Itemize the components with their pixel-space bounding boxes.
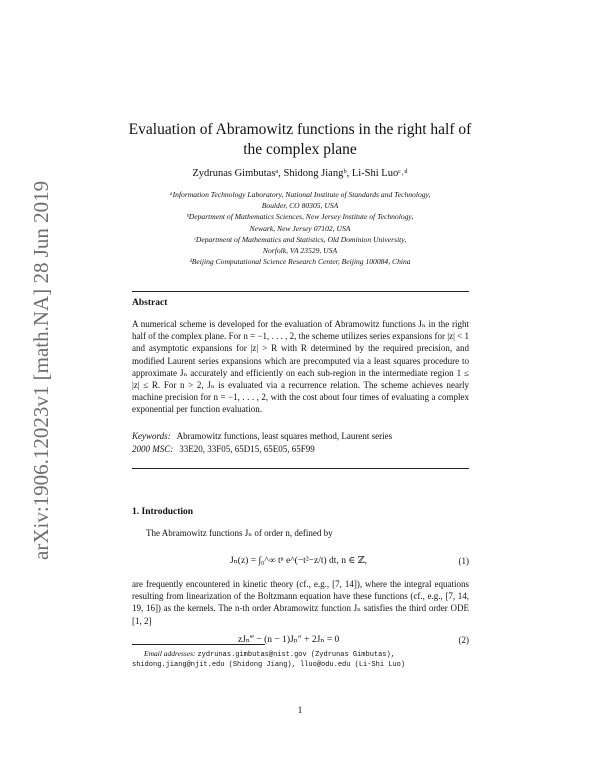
equation-1: Jₙ(z) = ∫₀^∞ tⁿ e^(−t²−z/t) dt, n ∈ ℤ,: [230, 556, 368, 566]
msc-text: 33E20, 33F05, 65D15, 65E05, 65F99: [179, 444, 315, 454]
msc-codes: [132, 444, 469, 454]
keywords-label: Keywords:: [132, 431, 171, 441]
intro-paragraph-2: are frequently encountered in kinetic theory (cf., e.g., [7, 14]), where the integral equations resulting from linearization of the Boltzmann equation have these functions (cf., e.g., [7, 14, 19, 16]) as the kernels. The n-th order Abramowitz function Jₙ satisfies the third order ODE [1, 2]: [132, 579, 469, 626]
affiliation-line: Boulder, CO 80305, USA: [261, 201, 339, 211]
keywords: [132, 431, 469, 441]
affiliation-line: ᶜDepartment of Mathematics and Statistics, Old Dominion University,: [193, 234, 407, 244]
email-line-2: shidong.jiang@njit.edu (Shidong Jiang), lluo@odu.edu (Li-Shi Luo): [132, 661, 406, 669]
email-label: Email addresses:: [144, 649, 196, 658]
affiliation-line: ᵇDepartment of Mathematics Sciences, New Jersey Institute of Technology,: [186, 212, 414, 222]
paper-title: [110, 120, 490, 160]
equation-2-number: (2): [458, 635, 469, 645]
section-heading: 1. Introduction: [132, 507, 194, 517]
equation-2: zJₙ‴ − (n − 1)Jₙ″ + 2Jₙ = 0: [238, 635, 340, 645]
email-line-1: zydrunas.gimbutas@nist.gov (Zydrunas Gimbutas),: [197, 651, 395, 659]
footnote-rule: [132, 644, 265, 645]
abstract-top-rule: [132, 291, 469, 292]
affiliation-line: Newark, New Jersey 07102, USA: [249, 223, 351, 233]
affiliations: [110, 189, 490, 267]
page-number: 1: [297, 706, 303, 716]
affiliation-line: Norfolk, VA 23529, USA: [262, 246, 338, 256]
keywords-text: Abramowitz functions, least squares method, Laurent series: [176, 431, 393, 441]
abstract-heading: Abstract: [132, 298, 168, 308]
title-line-1: Evaluation of Abramowitz functions in the right half of: [128, 121, 472, 138]
authors: Zydrunas Gimbutasᵃ, Shidong Jiangᵇ, Li-Shi Luoᶜ˒ᵈ: [192, 168, 408, 179]
abstract-bottom-rule: [132, 468, 469, 469]
equation-1-number: (1): [458, 556, 469, 566]
intro-paragraph-1: The Abramowitz functions Jₙ of order n, defined by: [146, 528, 333, 538]
abstract-text: A numerical scheme is developed for the evaluation of Abramowitz functions Jₙ in the right half of the complex plane. For n = −1, . . . , 2, the scheme utilizes series expansions for |z| < 1 and asymptotic expansions for |z| > R with R determined by the required precision, and modified Laurent series expansions which are precomputed via a least squares procedure to approximate Jₙ accurately and efficiently on each sub-region in the intermediate region 1 ≤ |z| ≤ R. For n > 2, Jₙ is evaluated via a recurrence relation. The scheme achieves nearly machine precision for n = −1, . . . , 2, with the cost about four times of evaluating a complex exponential per function evaluation.: [132, 319, 469, 415]
arxiv-sidebar-stamp: arXiv:1906.12023v1 [math.NA] 28 Jun 2019: [29, 180, 53, 560]
affiliation-line: ᵃInformation Technology Laboratory, National Institute of Standards and Technology,: [169, 190, 431, 199]
msc-label: 2000 MSC:: [132, 444, 174, 454]
title-line-2: the complex plane: [243, 141, 357, 158]
affiliation-line: ᵈBeijing Computational Science Research Center, Beijing 100084, China: [189, 257, 411, 267]
